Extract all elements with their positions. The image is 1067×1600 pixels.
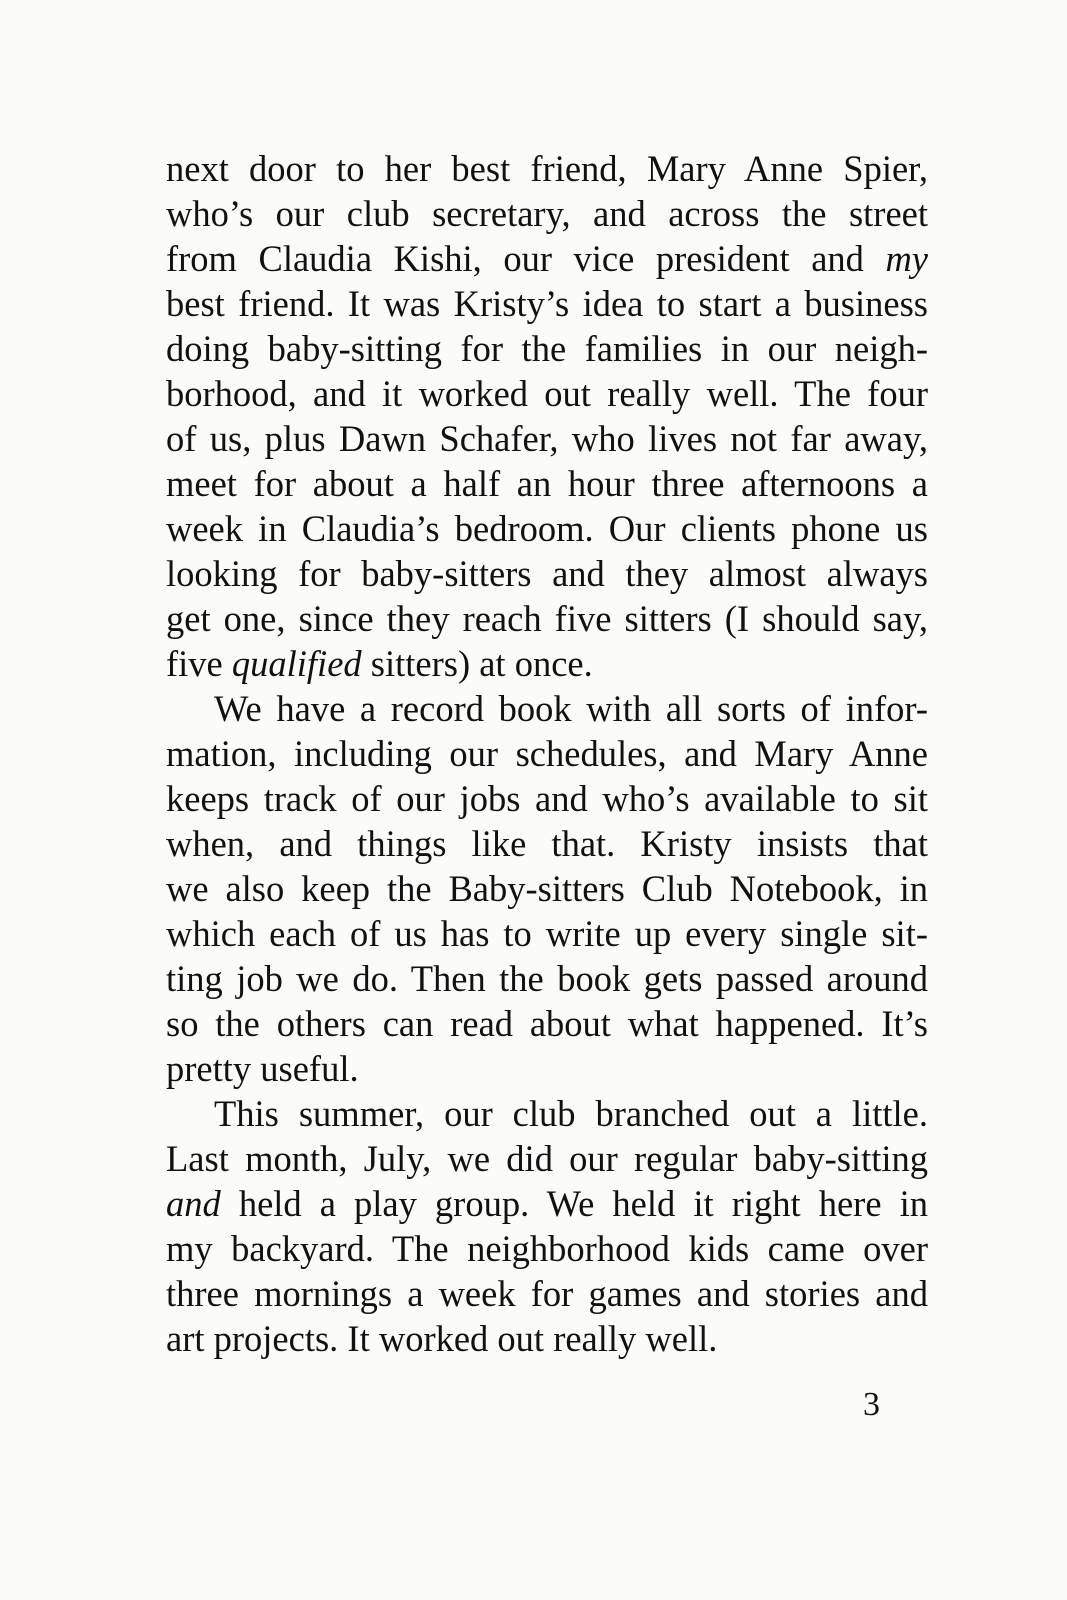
text-line (166, 1181, 928, 1226)
italic-text: qualified (231, 643, 362, 684)
text-line (166, 416, 928, 461)
text-line (166, 641, 928, 686)
italic-text: my (885, 238, 928, 279)
text-line (166, 956, 928, 1001)
text-line (166, 866, 928, 911)
text-line (166, 686, 928, 731)
text-line (166, 461, 928, 506)
text-line (166, 326, 928, 371)
text-line (166, 911, 928, 956)
text-line (166, 281, 928, 326)
text-segment: mation, including our schedules, and Mary Anne (166, 733, 928, 774)
text-segment: meet for about a half an hour three afternoons a (166, 463, 928, 504)
text-segment: we also keep the Baby-sitters Club Notebook, in (166, 868, 928, 909)
text-segment: sitters) at once. (361, 643, 593, 684)
text-line (166, 1136, 928, 1181)
text-segment: so the others can read about what happened. It’s (166, 1003, 928, 1044)
text-segment: five (166, 643, 232, 684)
text-line (166, 1091, 928, 1136)
text-line (166, 146, 928, 191)
text-line (166, 731, 928, 776)
text-line (166, 821, 928, 866)
text-line (166, 371, 928, 416)
text-line (166, 191, 928, 236)
paragraph (166, 686, 928, 1091)
paragraph (166, 146, 928, 686)
text-segment: of us, plus Dawn Schafer, who lives not far away, (166, 418, 928, 459)
text-segment: keeps track of our jobs and who’s available to sit (166, 778, 928, 819)
text-line (166, 506, 928, 551)
page-number: 3 (863, 1386, 880, 1423)
text-segment: my backyard. The neighborhood kids came over (166, 1228, 928, 1269)
text-segment: doing baby-sitting for the families in our neigh- (166, 328, 928, 369)
text-segment: art projects. It worked out really well. (166, 1318, 718, 1359)
text-line (166, 1316, 928, 1361)
text-segment: borhood, and it worked out really well. The four (166, 373, 928, 414)
text-line (166, 776, 928, 821)
text-segment: which each of us has to write up every single sit- (166, 913, 928, 954)
italic-text: and (166, 1183, 221, 1224)
text-segment: when, and things like that. Kristy insists that (166, 823, 928, 864)
text-segment: who’s our club secretary, and across the street (166, 193, 928, 234)
text-segment: get one, since they reach five sitters (I should say, (166, 598, 928, 639)
text-segment: Last month, July, we did our regular baby-sitting (166, 1138, 928, 1179)
text-line (166, 1271, 928, 1316)
text-segment: three mornings a week for games and stories and (166, 1273, 928, 1314)
text-line (166, 1046, 928, 1091)
paragraph (166, 1091, 928, 1361)
text-line (166, 596, 928, 641)
text-line (166, 1226, 928, 1271)
text-line (166, 1001, 928, 1046)
text-segment: pretty useful. (166, 1048, 359, 1089)
text-segment: We have a record book with all sorts of infor- (214, 688, 928, 729)
text-segment: looking for baby-sitters and they almost always (166, 553, 928, 594)
text-line (166, 551, 928, 596)
text-segment: ting job we do. Then the book gets passed around (166, 958, 928, 999)
text-segment: from Claudia Kishi, our vice president and (166, 238, 886, 279)
text-segment: best friend. It was Kristy’s idea to start a business (166, 283, 928, 324)
text-segment: week in Claudia’s bedroom. Our clients phone us (166, 508, 928, 549)
text-segment: held a play group. We held it right here in (220, 1183, 928, 1224)
body-text (166, 146, 928, 1361)
text-line (166, 236, 928, 281)
text-segment: This summer, our club branched out a little. (214, 1093, 928, 1134)
text-segment: next door to her best friend, Mary Anne Spier, (166, 148, 928, 189)
